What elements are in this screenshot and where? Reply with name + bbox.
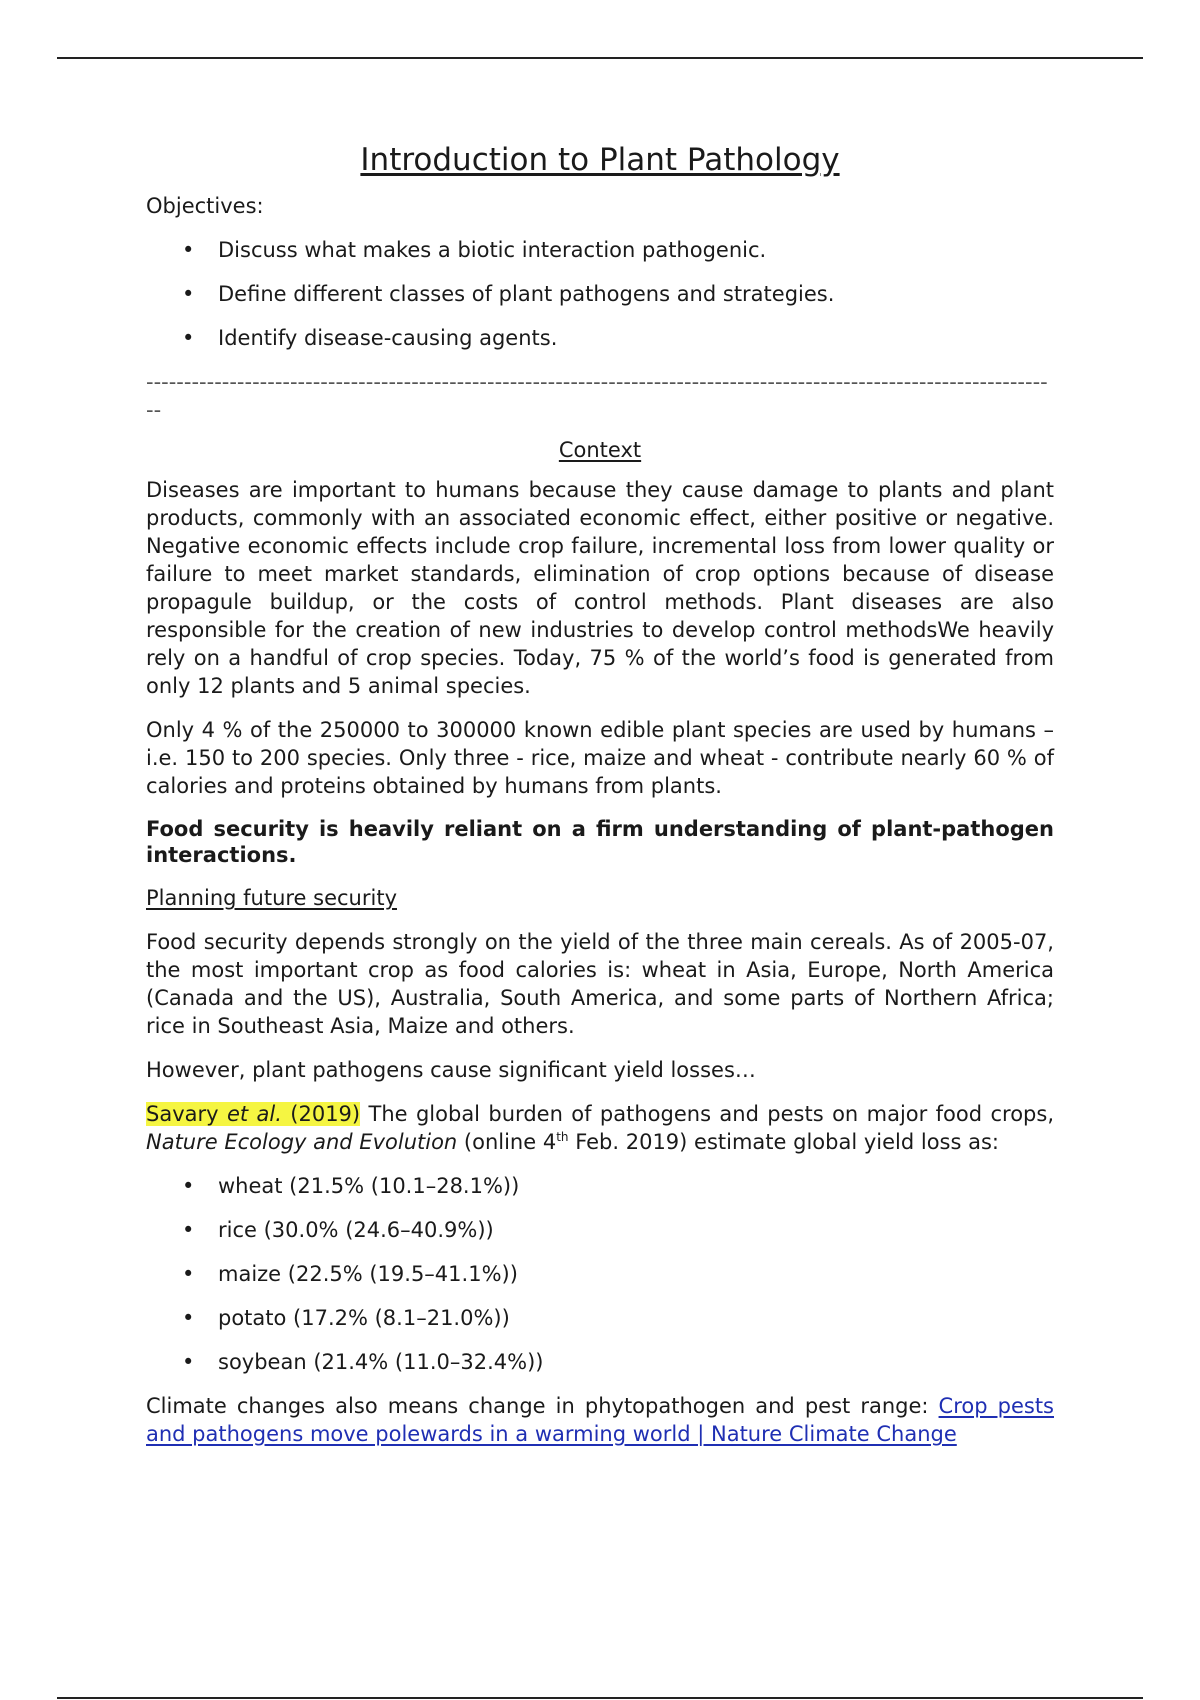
list-item (146, 1172, 1054, 1200)
citation-etal: et al. (226, 1102, 282, 1126)
citation-paragraph (146, 1100, 1054, 1156)
list-item (146, 1304, 1054, 1332)
bullet-icon: • (182, 282, 195, 306)
dashed-divider: ------------------------------------------------------------------------------------------------------------------------- (146, 370, 1048, 422)
list-item (146, 1260, 1054, 1288)
citation-highlight (146, 1102, 360, 1126)
bullet-icon: • (182, 1174, 195, 1198)
context-paragraph-2: Only 4 % of the 250000 to 300000 known edible plant species are used by humans – i.e. 150 to 200 species. Only three - rice, maize and wheat - contribute nearly 60 % of calories and proteins obtained by humans from plants. (146, 718, 1054, 798)
yield-loss-text: rice (30.0% (24.6–40.9%)) (218, 1218, 494, 1242)
citation-author: Savary (146, 1102, 227, 1126)
context-heading: Context (558, 438, 642, 462)
planning-heading: Planning future security (146, 886, 397, 910)
objectives-list (146, 236, 1054, 352)
bullet-icon: • (182, 1306, 195, 1330)
yield-loss-text: maize (22.5% (19.5–41.1%)) (218, 1262, 518, 1286)
bullet-icon: • (182, 1218, 195, 1242)
yield-loss-text: wheat (21.5% (10.1–28.1%)) (218, 1174, 520, 1198)
bullet-icon: • (182, 238, 195, 262)
bullet-icon: • (182, 1262, 195, 1286)
food-security-statement: Food security is heavily reliant on a firm understanding of plant-pathogen interactions. (146, 817, 1054, 867)
citation-text-c: Feb. 2019) estimate global yield loss as: (568, 1130, 999, 1154)
objective-text: Identify disease-causing agents. (218, 326, 558, 350)
climate-text: Climate changes also means change in phytopathogen and pest range: (146, 1394, 939, 1418)
planning-paragraph-1: Food security depends strongly on the yield of the three main cereals. As of 2005-07, the most important crop as food calories is: wheat in Asia, Europe, North America (Canada and the US), Australia, South America, and some parts of Northern Africa; rice in Southeast Asia, Maize and others. (146, 930, 1054, 1038)
page-title: Introduction to Plant Pathology (360, 142, 840, 178)
objective-text: Define different classes of plant pathogens and strategies. (218, 282, 835, 306)
citation-journal: Nature Ecology and Evolution (146, 1130, 458, 1154)
yield-loss-text: soybean (21.4% (11.0–32.4%)) (218, 1350, 544, 1374)
list-item (146, 280, 1054, 308)
objective-text: Discuss what makes a biotic interaction pathogenic. (218, 238, 767, 262)
list-item (146, 1216, 1054, 1244)
citation-text-b: (online 4 (457, 1130, 557, 1154)
context-paragraph-1: Diseases are important to humans because they cause damage to plants and plant products, commonly with an associated economic effect, either positive or negative. Negative economic effects include crop failure, incremental loss from lower quality or failure to meet market standards, elimination of crop options because of disease propagule buildup, or the costs of control methods. Plant diseases are also responsible for the creation of new industries to develop control methodsWe heavily rely on a handful of crop species. Today, 75 % of the world’s food is generated from only 12 plants and 5 animal species. (146, 478, 1054, 698)
bullet-icon: • (182, 326, 195, 350)
planning-paragraph-2: However, plant pathogens cause significant yield losses… (146, 1058, 756, 1082)
climate-article-link[interactable]: Crop pests and pathogens move polewards in a warming world | Nature Climate Change (146, 1394, 1054, 1446)
citation-superscript: th (556, 1130, 569, 1144)
list-item (146, 1348, 1054, 1376)
list-item (146, 324, 1054, 352)
list-item (146, 236, 1054, 264)
document-body (146, 140, 1054, 1464)
yield-loss-list (146, 1172, 1054, 1376)
top-rule (57, 57, 1143, 59)
citation-year: (2019) (281, 1102, 361, 1126)
bullet-icon: • (182, 1350, 195, 1374)
objectives-label: Objectives: (146, 194, 264, 218)
yield-loss-text: potato (17.2% (8.1–21.0%)) (218, 1306, 510, 1330)
citation-text-a: The global burden of pathogens and pests on major food crops, (360, 1102, 1054, 1126)
climate-paragraph (146, 1392, 1054, 1448)
bottom-rule (57, 1697, 1143, 1699)
